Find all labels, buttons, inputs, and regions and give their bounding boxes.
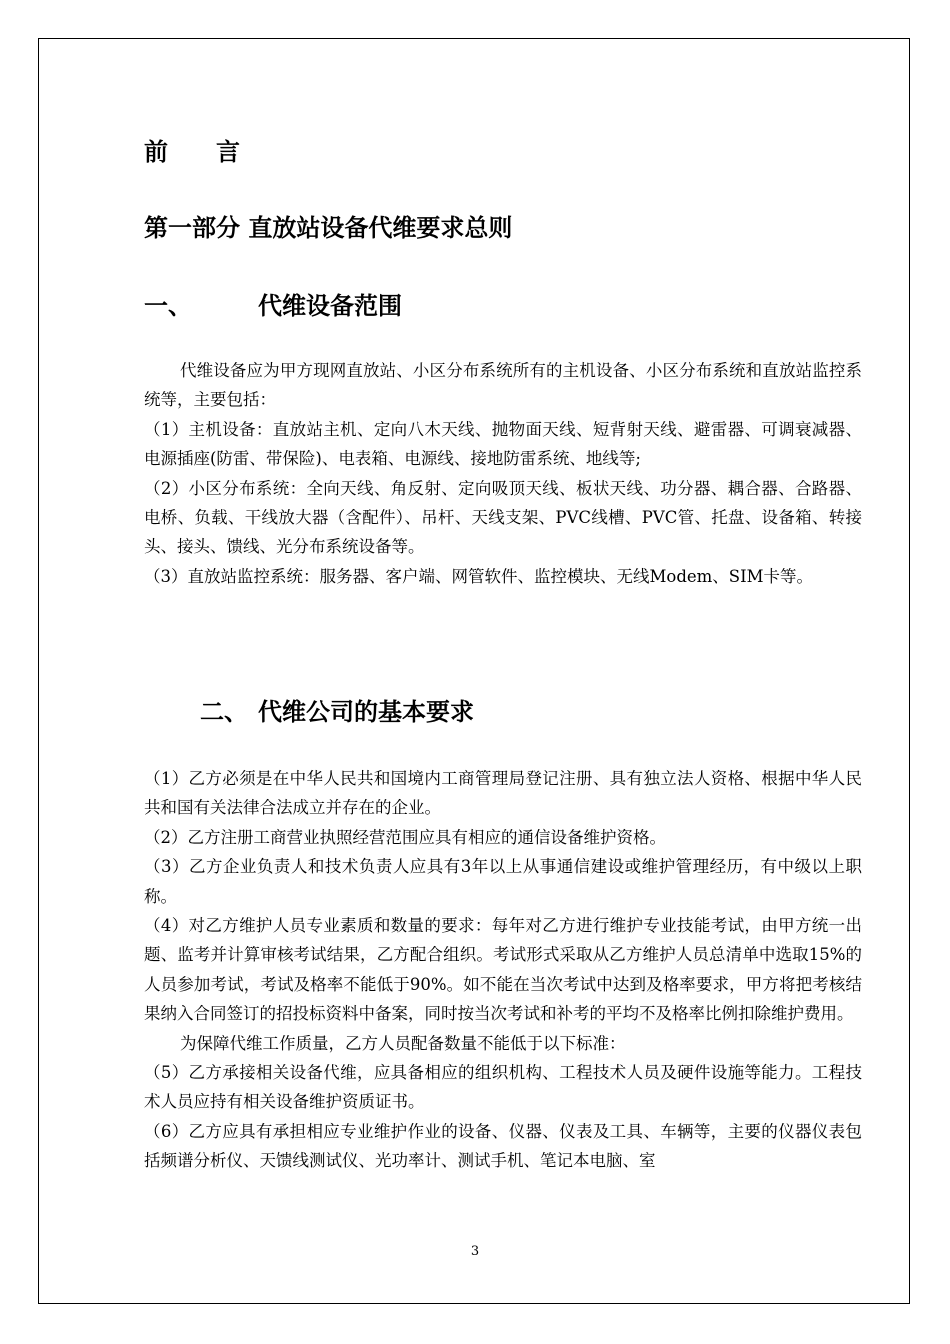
preface-char-1: 前 xyxy=(144,137,168,166)
section2-heading xyxy=(200,696,474,728)
section2-item2: （2）乙方注册工商营业执照经营范围应具有相应的通信设备维护资格。 xyxy=(144,827,666,847)
section2-item3: （3）乙方企业负责人和技术负责人应具有3年以上从事通信建设或维护管理经历，有中级以上职称。 xyxy=(144,857,862,906)
section1-number: 一、 xyxy=(144,291,192,320)
page-number: 3 xyxy=(470,1244,480,1259)
section2-item5: （5）乙方承接相关设备代维，应具备相应的组织机构、工程技术人员及硬件设施等能力。工程技术人员应持有相关设备维护资质证书。 xyxy=(144,1063,862,1112)
preface-char-2: 言 xyxy=(216,137,240,166)
section2-number: 二、 xyxy=(200,697,248,726)
section1-item3: （3）直放站监控系统：服务器、客户端、网管软件、监控模块、无线Modem、SIM卡等。 xyxy=(144,566,814,586)
preface-heading xyxy=(144,136,240,168)
section1-title: 代维设备范围 xyxy=(258,291,402,320)
section2-item4: （4）对乙方维护人员专业素质和数量的要求：每年对乙方进行维护专业技能考试，由甲方统一出题、监考并计算审核考试结果，乙方配合组织。考试形式采取从乙方维护人员总清单中选取15%的人员参加考试，考试及格率不能低于90%。如不能在当次考试中达到及格率要求，甲方将把考核结果纳入合同签订的招投标资料中备案，同时按当次考试和补考的平均不及格率比例扣除维护费用。 xyxy=(144,916,862,1024)
section1-item1: （1）主机设备：直放站主机、定向八木天线、抛物面天线、短背射天线、避雷器、可调衰减器、电源插座(防雷、带保险)、电表箱、电源线、接地防雷系统、地线等; xyxy=(144,419,862,469)
section2-staffing: 为保障代维工作质量，乙方人员配备数量不能低于以下标准： xyxy=(180,1033,626,1053)
part1-heading: 第一部分 直放站设备代维要求总则 xyxy=(144,213,513,242)
section1-item2: （2）小区分布系统：全向天线、角反射、定向吸顶天线、板状天线、功分器、耦合器、合路器、电桥、负载、干线放大器（含配件）、吊杆、天线支架、PVC线槽、PVC管、托盘、设备箱、转接头、接头、馈线、光分布系统设备等。 xyxy=(144,478,862,557)
section1-heading xyxy=(144,290,402,322)
section2-item6: （6）乙方应具有承担相应专业维护作业的设备、仪器、仪表及工具、车辆等，主要的仪器仪表包括频谱分析仪、天馈线测试仪、光功率计、测试手机、笔记本电脑、室 xyxy=(144,1121,862,1171)
section2-item1: （1）乙方必须是在中华人民共和国境内工商管理局登记注册、具有独立法人资格、根据中华人民共和国有关法律合法成立并存在的企业。 xyxy=(144,769,862,818)
section2-body xyxy=(144,764,862,1176)
section2-title: 代维公司的基本要求 xyxy=(258,697,474,726)
section1-body xyxy=(144,356,862,591)
section1-intro: 代维设备应为甲方现网直放站、小区分布系统所有的主机设备、小区分布系统和直放站监控系统等，主要包括： xyxy=(144,361,862,410)
